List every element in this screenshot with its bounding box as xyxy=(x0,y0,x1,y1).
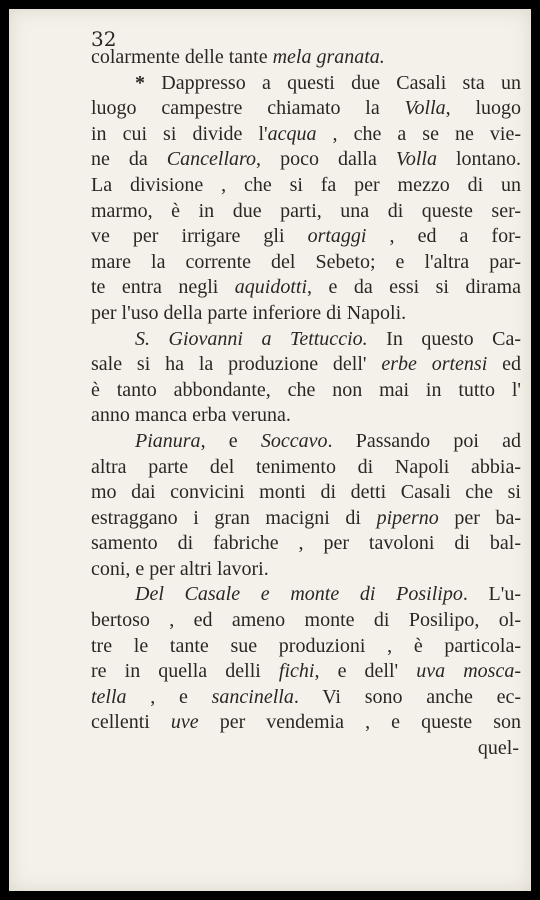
text-run: , che a se ne vie- xyxy=(316,122,521,145)
text-run: per vendemia , e queste son xyxy=(198,711,521,734)
text-run: Dappresso a questi due Casali sta un xyxy=(161,71,521,94)
text-run: , e dell' xyxy=(314,660,417,683)
text-run: tre le tante sue produzioni , è particola- xyxy=(91,634,521,657)
text-run: . Passando poi ad xyxy=(327,429,521,452)
text-run: samento di fabriche , per tavoloni di bal- xyxy=(91,532,521,555)
text-run: mo dai convicini monti di detti Casali che si xyxy=(91,481,521,504)
text-line xyxy=(91,122,521,148)
text-line xyxy=(91,96,521,122)
italic-term: tella xyxy=(91,685,127,708)
text-run: coni, e per altri lavori. xyxy=(91,557,269,580)
text-line xyxy=(91,403,521,429)
text-line xyxy=(91,506,521,532)
text-line xyxy=(91,352,521,378)
text-line xyxy=(91,199,521,225)
text-run: colarmente delle tante xyxy=(91,46,273,68)
text-line xyxy=(91,275,521,301)
text-run: , e xyxy=(200,429,261,452)
text-run: anno manca erba veruna. xyxy=(91,404,291,427)
text-line xyxy=(91,147,521,173)
text-run: cellenti xyxy=(91,711,171,734)
italic-term: uve xyxy=(170,711,199,734)
text-line xyxy=(91,327,521,353)
text-run: , ed a for- xyxy=(366,225,521,248)
text-run: per l'uso della parte inferiore di Napoli. xyxy=(91,301,407,324)
text-run: . Vi sono anche ec- xyxy=(293,685,521,708)
text-run: In questo Ca- xyxy=(367,327,521,350)
text-line xyxy=(91,480,521,506)
text-run: è tanto abbondante, che non mai in tutto l' xyxy=(91,378,521,401)
text-run: per ba- xyxy=(438,506,521,529)
text-run: , poco dalla xyxy=(256,148,396,171)
text-run: mare la corrente del Sebeto; e l'altra par- xyxy=(91,250,521,273)
text-line xyxy=(91,710,521,736)
text-line xyxy=(91,557,521,583)
text-line xyxy=(91,455,521,481)
text-run: * xyxy=(135,71,162,94)
text-run: altra parte del tenimento di Napoli abbia- xyxy=(91,455,521,478)
text-line xyxy=(91,250,521,276)
italic-term: erbe ortensi xyxy=(381,353,488,376)
text-run: quel- xyxy=(477,737,519,760)
text-line xyxy=(91,582,521,608)
text-run: in cui si divide l' xyxy=(91,122,268,145)
text-line xyxy=(91,531,521,557)
italic-term: Pianura xyxy=(135,429,201,452)
italic-term: ortaggi xyxy=(307,225,367,248)
text-run: marmo, è in due parti, una di queste ser- xyxy=(91,199,521,222)
text-run: La divisione , che si fa per mezzo di un xyxy=(91,173,521,196)
text-line xyxy=(91,45,521,71)
italic-term: Volla xyxy=(404,97,446,120)
text-line xyxy=(91,173,521,199)
text-line xyxy=(91,224,521,250)
italic-term: uva mosca- xyxy=(416,660,521,683)
text-run: lontano. xyxy=(436,148,521,171)
italic-term: fichi xyxy=(278,660,315,683)
text-line xyxy=(91,659,521,685)
italic-term: Soccavo xyxy=(260,429,328,452)
italic-term: mela granata. xyxy=(272,46,385,68)
text-run: sale si ha la produzione dell' xyxy=(91,353,382,376)
page-number: 32 xyxy=(91,27,117,51)
italic-term: Del Casale e monte di Posilipo xyxy=(135,583,463,606)
text-run: , e xyxy=(126,685,212,708)
text-run: ve per irrigare gli xyxy=(91,225,308,248)
text-run: re in quella delli xyxy=(91,660,279,683)
text-run: te entra negli xyxy=(91,276,235,299)
text-run: ne da xyxy=(91,148,167,171)
text-line xyxy=(91,378,521,404)
text-run: . L'u- xyxy=(462,583,521,606)
text-run: , e da essi si dirama xyxy=(307,276,521,299)
italic-term: Cancellaro xyxy=(166,148,257,171)
text-run: , luogo xyxy=(445,97,521,120)
text-line xyxy=(91,608,521,634)
italic-term: piperno xyxy=(376,506,439,529)
book-page xyxy=(9,9,531,891)
text-line xyxy=(91,301,521,327)
text-run: ed xyxy=(487,353,521,376)
italic-term: sancinella xyxy=(211,685,294,708)
text-line xyxy=(91,736,521,762)
italic-term: S. Giovanni a Tettuccio. xyxy=(135,327,368,350)
text-line xyxy=(91,634,521,660)
page-text xyxy=(91,45,521,762)
text-run: bertoso , ed ameno monte di Posilipo, ol- xyxy=(91,609,521,632)
text-line xyxy=(91,71,521,97)
italic-term: Volla xyxy=(395,148,437,171)
text-line xyxy=(91,429,521,455)
text-run: estraggano i gran macigni di xyxy=(91,506,377,529)
text-line xyxy=(91,685,521,711)
italic-term: aquidotti xyxy=(234,276,308,299)
italic-term: acqua xyxy=(267,122,317,145)
text-run: luogo campestre chiamato la xyxy=(91,97,405,120)
